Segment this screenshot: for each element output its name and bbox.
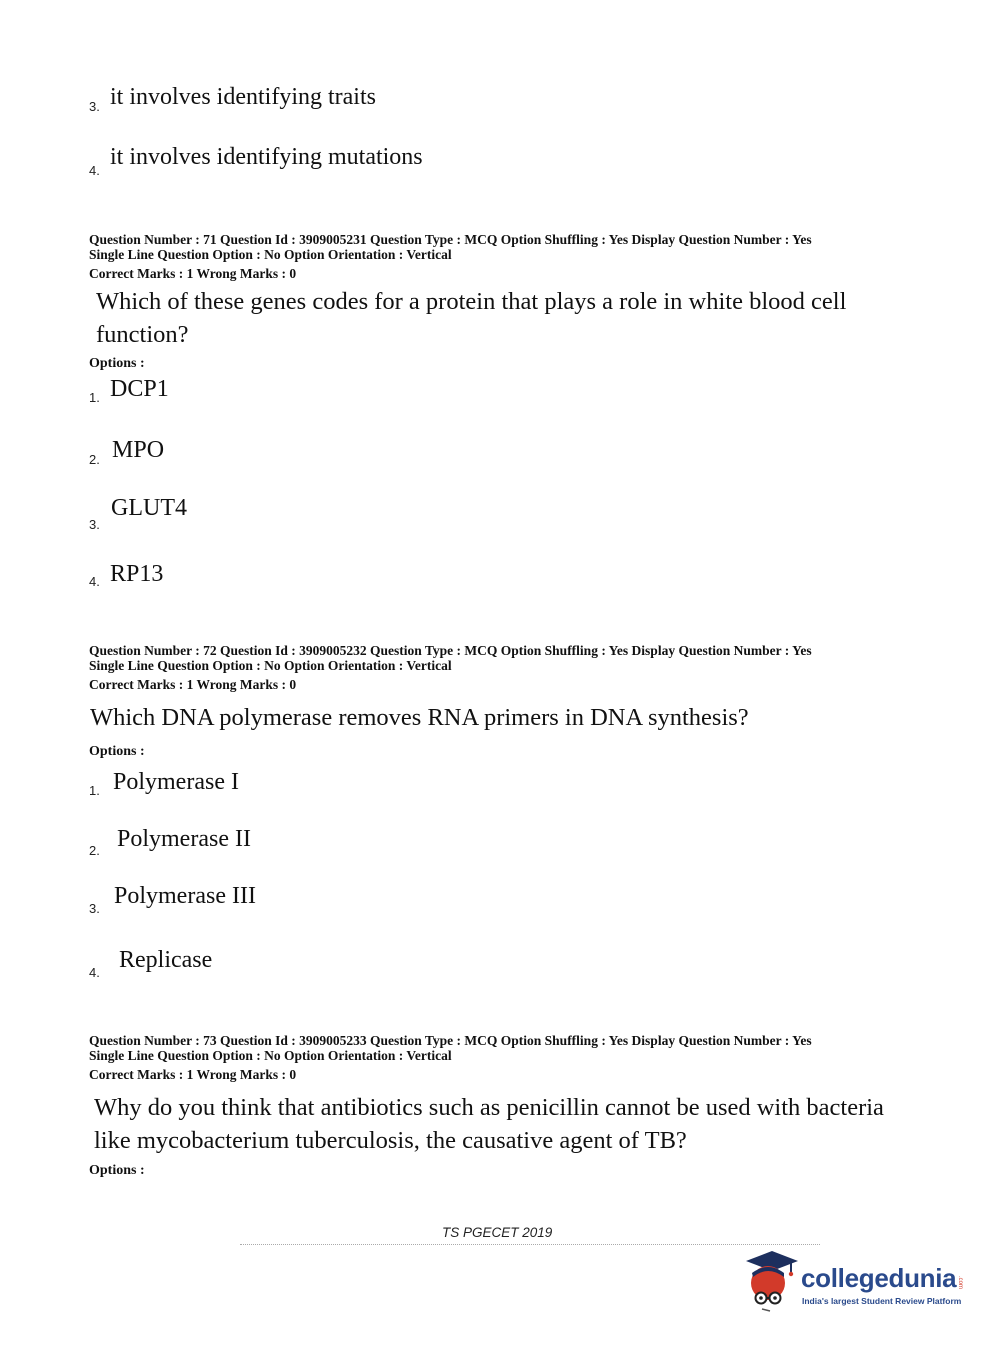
- question-marks: Correct Marks : 1 Wrong Marks : 0: [89, 266, 297, 281]
- logo-tagline: India's largest Student Review Platform: [802, 1296, 962, 1306]
- option-text: Polymerase I: [113, 769, 239, 795]
- footer-divider: [240, 1244, 820, 1245]
- options-label: Options :: [89, 1163, 145, 1178]
- mascot-icon: [740, 1247, 802, 1313]
- option-text: Polymerase III: [114, 883, 256, 909]
- exam-footer: TS PGECET 2019: [442, 1225, 553, 1240]
- option-text: it involves identifying mutations: [110, 144, 423, 170]
- option-number: 4.: [89, 965, 100, 980]
- question-meta: [89, 644, 812, 673]
- options-label: Options :: [89, 744, 145, 759]
- question-meta: [89, 233, 812, 262]
- option-number: 2.: [89, 452, 100, 467]
- options-label: Options :: [89, 356, 145, 371]
- question-marks: Correct Marks : 1 Wrong Marks : 0: [89, 677, 297, 692]
- collegedunia-logo: [740, 1247, 970, 1317]
- question-meta-line2: Single Line Question Option : No Option Orientation : Vertical: [89, 1047, 452, 1063]
- option-number: 1.: [89, 783, 100, 798]
- option-number: 1.: [89, 390, 100, 405]
- option-text: GLUT4: [111, 495, 187, 521]
- option-number: 3.: [89, 99, 100, 114]
- question-meta: [89, 1034, 812, 1063]
- question-marks: Correct Marks : 1 Wrong Marks : 0: [89, 1067, 297, 1082]
- question-text: Which of these genes codes for a protein that plays a role in white blood cell function?: [96, 288, 847, 348]
- logo-domain: .com: [957, 1276, 963, 1290]
- question-meta-line1: Question Number : 71 Question Id : 3909005231 Question Type : MCQ Option Shuffling : Yes Display Question Number : Yes: [89, 232, 812, 247]
- question-meta-line2: Single Line Question Option : No Option Orientation : Vertical: [89, 657, 452, 673]
- option-text: Replicase: [119, 947, 213, 973]
- option-number: 3.: [89, 901, 100, 916]
- option-text: it involves identifying traits: [110, 84, 376, 110]
- question-meta-line2: Single Line Question Option : No Option Orientation : Vertical: [89, 246, 452, 262]
- option-number: 3.: [89, 517, 100, 532]
- option-text: DCP1: [110, 376, 169, 402]
- question-meta-line1: Question Number : 73 Question Id : 3909005233 Question Type : MCQ Option Shuffling : Yes Display Question Number : Yes: [89, 1033, 812, 1048]
- option-number: 2.: [89, 843, 100, 858]
- option-number: 4.: [89, 163, 100, 178]
- question-meta-line1: Question Number : 72 Question Id : 3909005232 Question Type : MCQ Option Shuffling : Yes Display Question Number : Yes: [89, 643, 812, 658]
- option-text: MPO: [112, 437, 165, 463]
- option-number: 4.: [89, 574, 100, 589]
- option-text: RP13: [110, 561, 164, 587]
- logo-wordmark: collegedunia: [801, 1263, 957, 1293]
- question-text: Which DNA polymerase removes RNA primers in DNA synthesis?: [90, 704, 749, 731]
- option-text: Polymerase II: [117, 826, 251, 852]
- question-text: Why do you think that antibiotics such as penicillin cannot be used with bacteria like mycobacterium tuberculosis, the causative agent of TB?: [94, 1094, 884, 1154]
